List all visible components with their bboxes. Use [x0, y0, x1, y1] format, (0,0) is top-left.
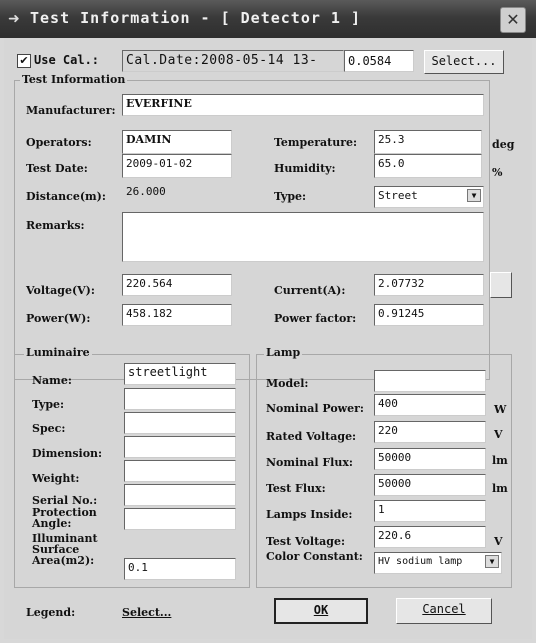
luminaire-protection-label: Protection Angle:: [32, 506, 97, 530]
lamp-color-constant-label: Color Constant:: [266, 550, 363, 563]
luminaire-protection-field[interactable]: [124, 508, 236, 530]
nominal-power-unit: W: [494, 403, 507, 416]
lamp-test-voltage-field[interactable]: 220.6: [374, 526, 486, 548]
temperature-unit: deg: [492, 138, 515, 151]
cancel-button[interactable]: [396, 598, 492, 624]
voltage-field: 220.564: [122, 274, 232, 296]
lamp-title: Lamp: [266, 346, 301, 359]
lamp-test-flux-label: Test Flux:: [266, 482, 326, 495]
lamp-color-constant-select[interactable]: [374, 552, 502, 574]
luminaire-illuminant-field[interactable]: 0.1: [124, 558, 236, 580]
type-select[interactable]: [374, 186, 484, 208]
close-button[interactable]: [500, 7, 526, 33]
humidity-label: Humidity:: [274, 162, 336, 175]
color-constant-value: HV sodium lamp: [378, 556, 463, 567]
use-cal-label: Use Cal.:: [34, 53, 100, 67]
lamp-model-label: Model:: [266, 377, 309, 390]
power-field: 458.182: [122, 304, 232, 326]
power-factor-label: Power factor:: [274, 312, 357, 325]
luminaire-name-label: Name:: [32, 374, 72, 387]
lamp-rated-voltage-field[interactable]: 220: [374, 421, 486, 443]
temperature-field[interactable]: 25.3: [374, 130, 482, 154]
rated-voltage-unit: V: [494, 428, 503, 441]
lamp-test-flux-field[interactable]: 50000: [374, 474, 486, 496]
manufacturer-field[interactable]: EVERFINE: [122, 94, 484, 116]
lamp-lamps-inside-label: Lamps Inside:: [266, 508, 353, 521]
luminaire-name-field[interactable]: streetlight: [124, 363, 236, 385]
cal-date-field: Cal.Date:2008-05-14 13-: [122, 50, 344, 72]
remarks-field[interactable]: [122, 212, 484, 262]
luminaire-dimension-label: Dimension:: [32, 447, 103, 460]
lamp-lamps-inside-field[interactable]: 1: [374, 500, 486, 522]
humidity-unit: %: [492, 166, 503, 179]
lamp-test-voltage-label: Test Voltage:: [266, 535, 346, 548]
luminaire-spec-label: Spec:: [32, 422, 66, 435]
operators-label: Operators:: [26, 136, 92, 149]
luminaire-weight-field[interactable]: [124, 460, 236, 482]
humidity-field[interactable]: 65.0: [374, 154, 482, 178]
ok-label: OK: [313, 603, 329, 617]
current-field: 2.07732: [374, 274, 484, 296]
ok-button[interactable]: [274, 598, 368, 624]
test-information-title: Test Information: [22, 73, 126, 86]
nominal-flux-unit: lm: [492, 454, 508, 467]
luminaire-title: Luminaire: [26, 346, 90, 359]
title-bar[interactable]: [0, 0, 536, 38]
luminaire-serial-label: Serial No.:: [32, 494, 98, 507]
type-select-value: Street: [378, 189, 418, 202]
test-flux-unit: lm: [492, 482, 508, 495]
distance-label: Distance(m):: [26, 190, 106, 203]
window-title: Test Information - [ Detector 1 ]: [30, 9, 362, 27]
test-voltage-unit: V: [494, 535, 503, 548]
luminaire-type-label: Type:: [32, 398, 65, 411]
luminaire-type-field[interactable]: [124, 388, 236, 410]
lamp-nominal-flux-field[interactable]: 50000: [374, 448, 486, 470]
type-label: Type:: [274, 190, 307, 203]
temperature-label: Temperature:: [274, 136, 358, 149]
lamp-nominal-flux-label: Nominal Flux:: [266, 456, 353, 469]
luminaire-dimension-field[interactable]: [124, 436, 236, 458]
luminaire-serial-field[interactable]: [124, 484, 236, 506]
dropdown-arrow-icon[interactable]: ▼: [467, 189, 481, 202]
luminaire-illuminant-label: Illuminant Surface Area(m2):: [32, 532, 98, 567]
cancel-label: Cancel: [422, 602, 466, 616]
refresh-button[interactable]: [490, 272, 512, 298]
close-icon: ✕: [506, 10, 520, 29]
lamp-nominal-power-field[interactable]: 400: [374, 394, 486, 416]
remarks-label: Remarks:: [26, 219, 85, 232]
distance-field: 26.000: [122, 182, 232, 204]
dialog-client: [4, 38, 532, 639]
app-icon: ➜: [8, 11, 20, 27]
lamp-rated-voltage-label: Rated Voltage:: [266, 430, 357, 443]
cal-select-button[interactable]: Select...: [424, 50, 504, 74]
current-label: Current(A):: [274, 284, 346, 297]
lamp-model-field[interactable]: [374, 370, 486, 392]
legend-select-link[interactable]: Select...: [122, 606, 172, 619]
luminaire-weight-label: Weight:: [32, 472, 80, 485]
manufacturer-label: Manufacturer:: [26, 104, 116, 117]
voltage-label: Voltage(V):: [26, 284, 95, 297]
lamp-nominal-power-label: Nominal Power:: [266, 402, 364, 415]
cal-value-field[interactable]: 0.0584: [344, 50, 414, 72]
operators-field[interactable]: DAMIN: [122, 130, 232, 154]
test-date-label: Test Date:: [26, 162, 88, 175]
use-cal-checkbox[interactable]: ✔: [17, 54, 31, 68]
legend-label: Legend:: [26, 606, 76, 619]
luminaire-spec-field[interactable]: [124, 412, 236, 434]
test-date-field[interactable]: 2009-01-02: [122, 154, 232, 178]
dropdown-arrow-icon[interactable]: ▼: [485, 555, 499, 568]
power-factor-field: 0.91245: [374, 304, 484, 326]
power-label: Power(W):: [26, 312, 91, 325]
